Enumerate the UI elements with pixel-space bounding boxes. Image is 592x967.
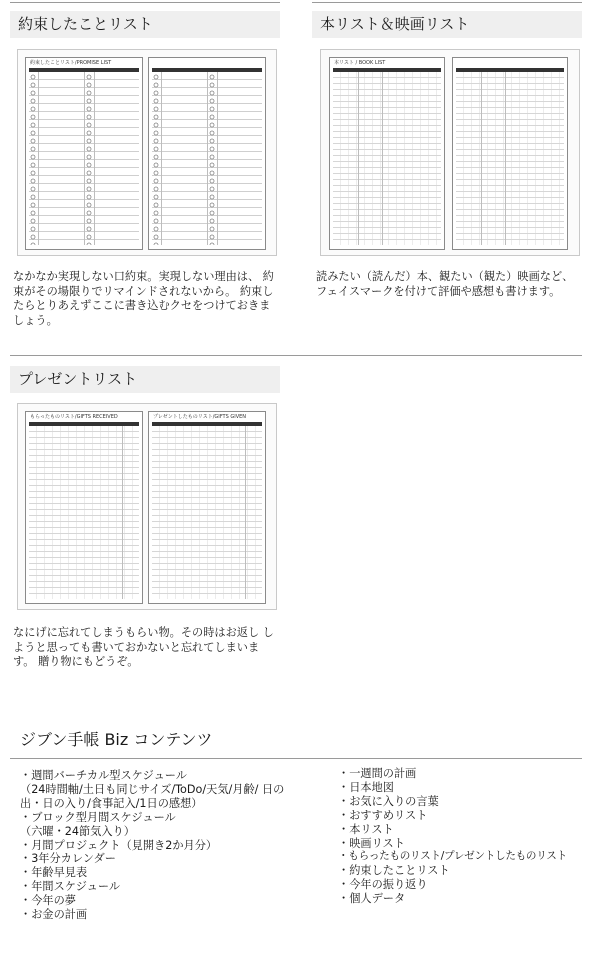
book-movie-list-description: 読みたい（読んだ）本、観たい（観た）映画など、 フェイスマークを付けて評価や感想も書けます。 [316, 270, 574, 298]
contents-list-right [338, 767, 590, 906]
column-divider [358, 72, 359, 245]
list-item: ・お金の計画 [20, 908, 88, 922]
list-item: ・個人データ [338, 892, 406, 906]
list-item: ・年齢早見表 [20, 866, 88, 880]
list-item: ・おすすめリスト [338, 808, 428, 822]
column-divider [505, 72, 506, 245]
list-item: ・今年の夢 [20, 894, 76, 908]
check-circles [153, 74, 159, 245]
list-item: ・本リスト [338, 822, 394, 836]
contents-divider [10, 758, 582, 759]
present-list-header: プレゼントリスト [10, 366, 280, 393]
contents-list-left [20, 769, 294, 922]
column-divider [481, 72, 482, 245]
promise-list-description: なかなか実現しない口約束。実現しない理由は、 約束がその場限りでリマインドされないから。 約束したらとりあえずここに書き込むクセをつけておきましょう。 [13, 270, 274, 327]
list-item: ・約束したことリスト [338, 864, 450, 878]
gifts-given-page [148, 411, 266, 604]
book-grid [333, 72, 441, 245]
list-item: ・日本地図 [338, 780, 394, 794]
contents-title: ジブン手帳 Biz コンテンツ [20, 730, 213, 749]
book-movie-list-preview [320, 49, 580, 256]
promise-page-title: 約束したことリスト/PROMISE LIST [30, 60, 112, 66]
list-item: ・もらったものリスト/プレゼントしたものリスト [338, 850, 567, 863]
movie-list-page [452, 57, 568, 250]
column-divider [207, 72, 208, 245]
promise-list-preview [17, 49, 277, 256]
list-item: ・週間バーチカル型スケジュール [20, 769, 187, 782]
list-item: ・映画リスト [338, 836, 405, 850]
list-item: ・年間スケジュール [20, 880, 121, 894]
top-divider-left [10, 2, 280, 3]
top-divider-right [312, 2, 582, 3]
check-circles [30, 74, 36, 245]
list-item: （24時間軸/土日も同じサイズ/ToDo/天気/月齢/ 日の出・日の入り/食事記入/1日の感想） [20, 782, 285, 810]
promise-list-header: 約束したことリスト [10, 11, 280, 38]
list-item: ・一週間の計画 [338, 767, 417, 780]
gifts-received-title: もらったものリスト/GIFTS RECEIVED [30, 414, 118, 420]
gifts-received-page [25, 411, 143, 604]
column-divider [38, 72, 39, 245]
book-page-title: 本リスト / BOOK LIST [334, 60, 386, 66]
list-item: （六曜・24節気入り） [20, 824, 135, 838]
column-divider [217, 72, 218, 245]
check-circles [209, 74, 215, 245]
column-divider [161, 72, 162, 245]
column-divider [84, 72, 85, 245]
column-divider [122, 426, 123, 599]
promise-left-page [25, 57, 143, 250]
list-item: ・お気に入りの言葉 [338, 794, 439, 808]
book-list-page [329, 57, 445, 250]
present-list-preview [17, 403, 277, 610]
gifts-given-title: プレゼントしたものリスト/GIFTS GIVEN [153, 414, 247, 420]
list-item: ・月間プロジェクト（見開き2か月分） [20, 838, 218, 852]
column-divider [94, 72, 95, 245]
book-movie-list-header: 本リスト＆映画リスト [312, 11, 582, 38]
section-divider [10, 355, 582, 356]
list-item: ・3年分カレンダー [20, 852, 116, 866]
present-list-description: なにげに忘れてしまうもらい物。その時はお返し しようと思っても書いておかないと忘れてしまいます。 贈り物にもどうぞ。 [13, 626, 274, 668]
check-circles [86, 74, 92, 245]
list-item: ・今年の振り返り [338, 878, 428, 892]
column-divider [382, 72, 383, 245]
column-divider [245, 426, 246, 599]
list-item: ・ブロック型月間スケジュール [20, 810, 176, 824]
movie-grid [456, 72, 564, 245]
promise-right-page [148, 57, 266, 250]
